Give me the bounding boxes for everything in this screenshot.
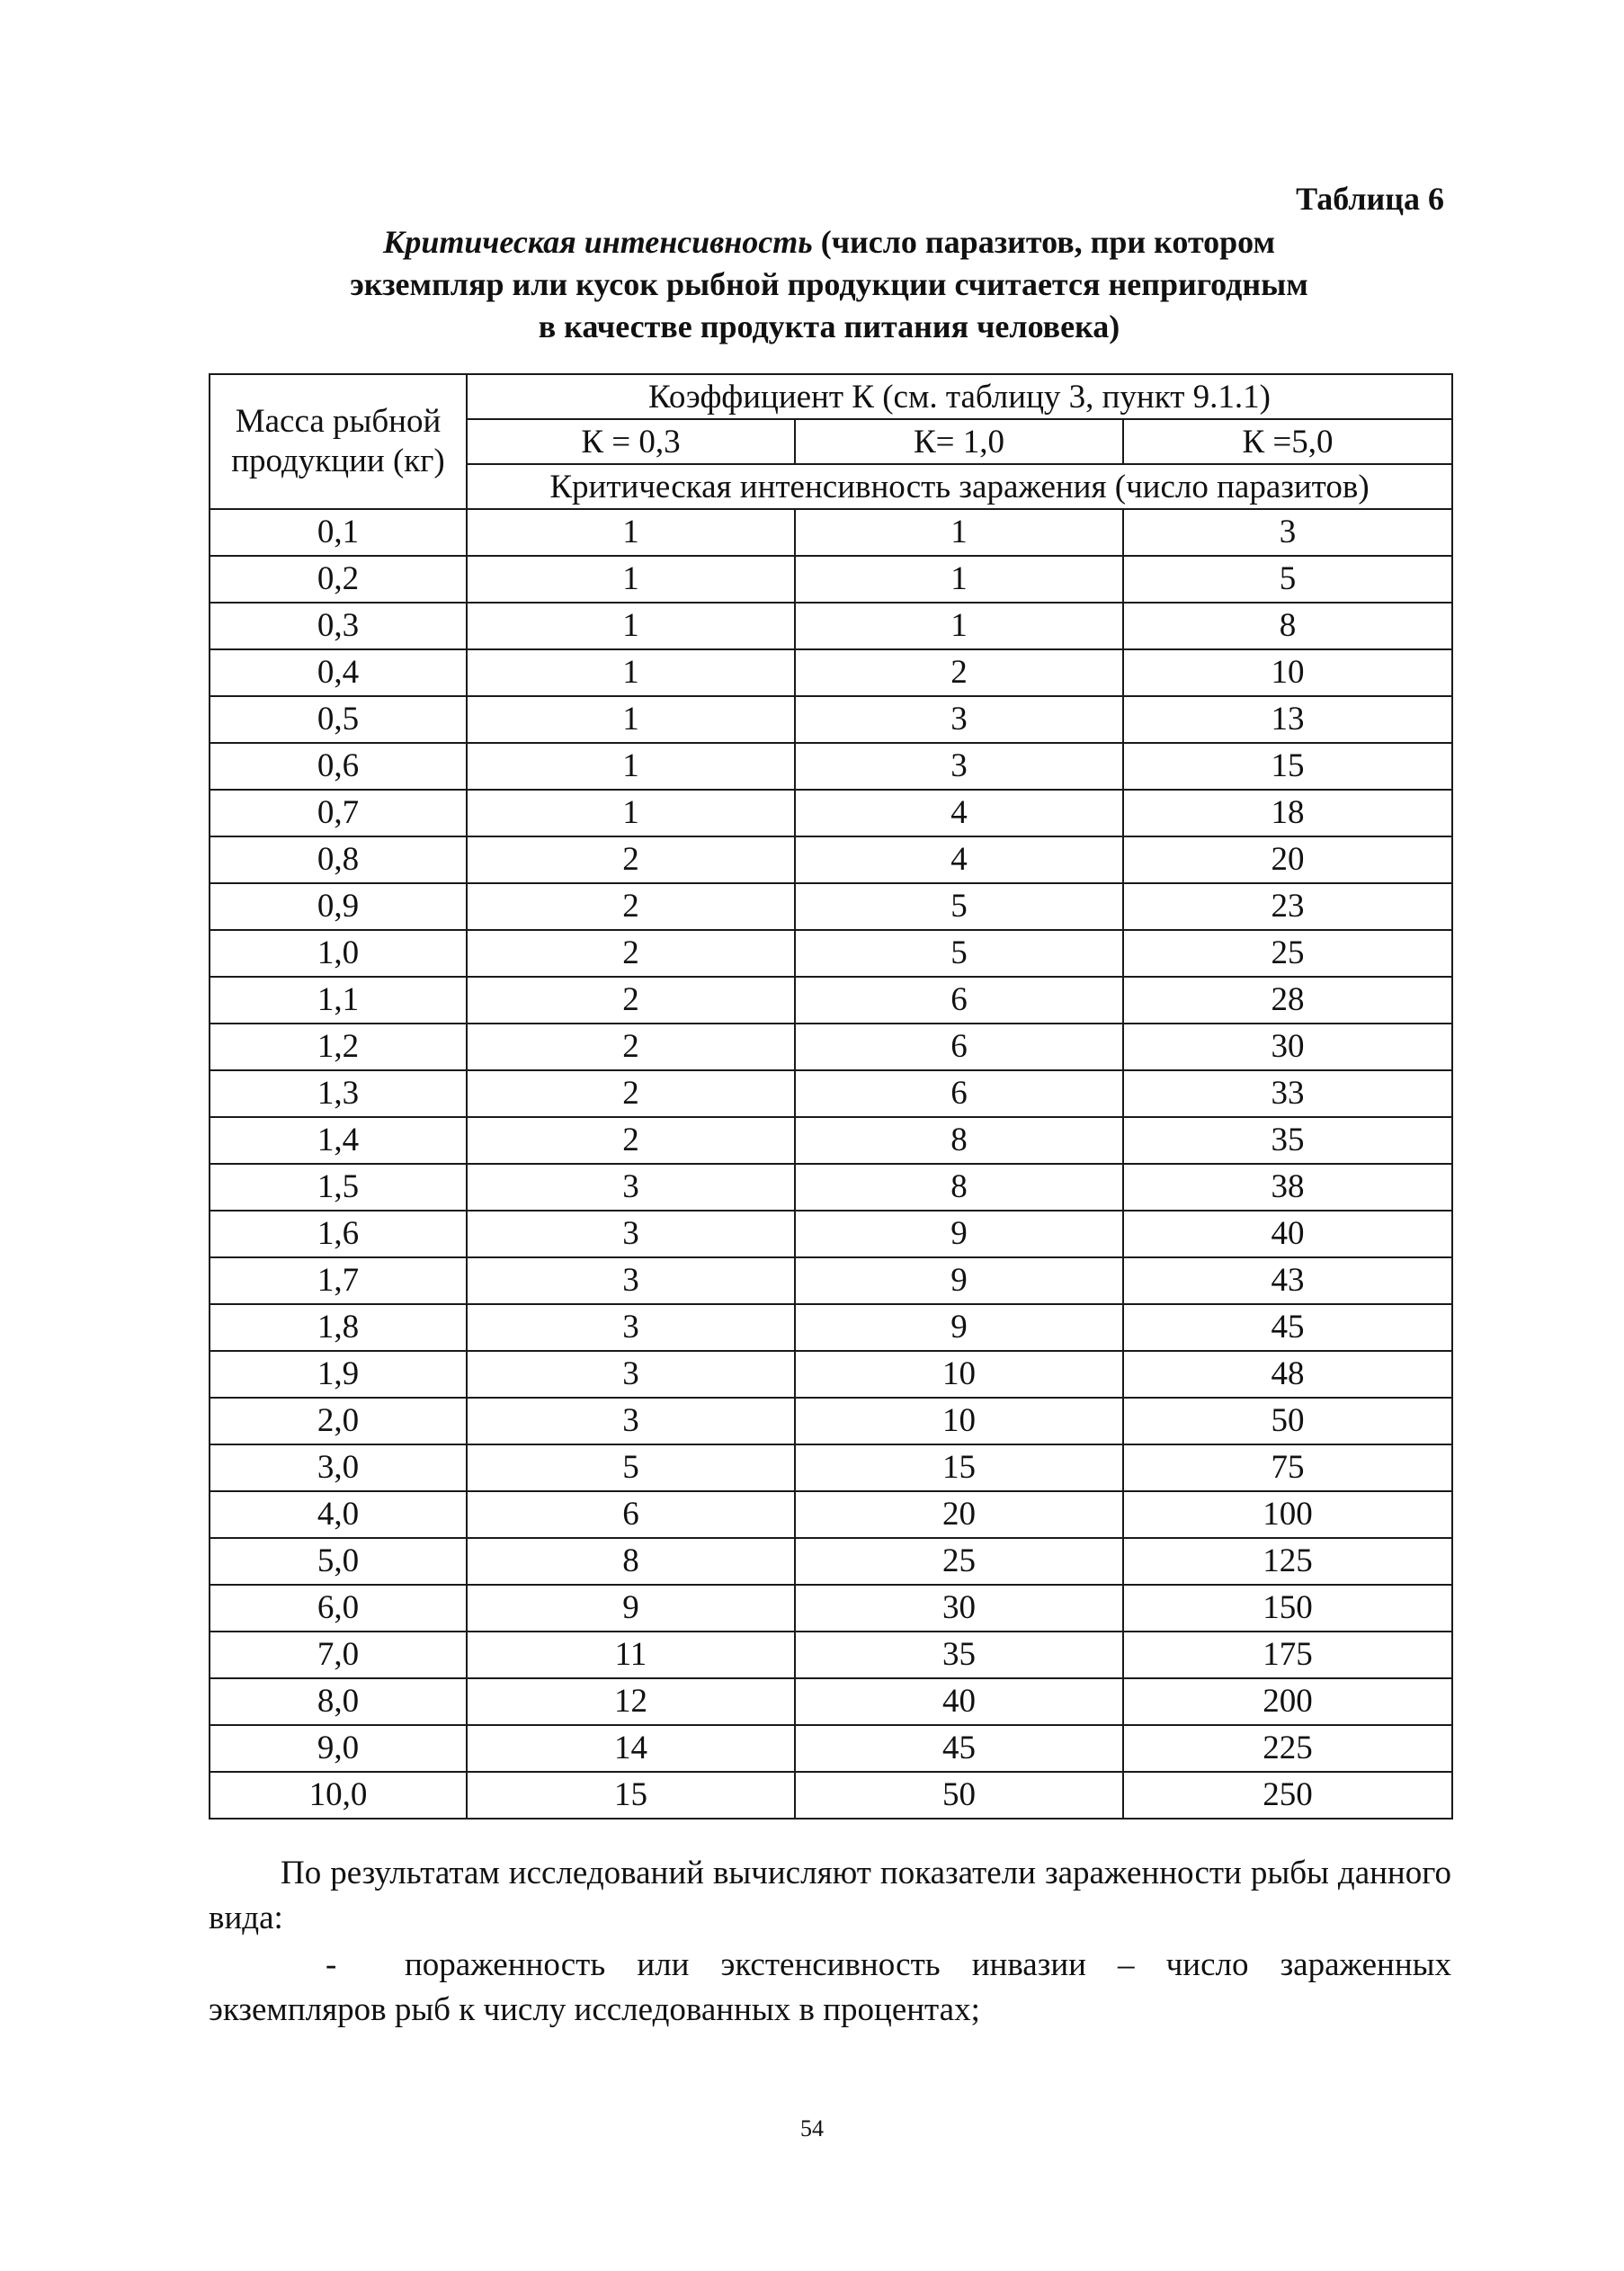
intensity-cell-k3: 150: [1123, 1585, 1452, 1632]
intensity-cell-k3: 125: [1123, 1538, 1452, 1585]
table-row: [210, 836, 1452, 883]
intensity-cell-k2: 50: [795, 1772, 1123, 1819]
intensity-cell-k2: 5: [795, 930, 1123, 977]
intensity-cell-k1: 2: [467, 1117, 795, 1164]
mass-cell: 2,0: [210, 1398, 467, 1444]
mass-cell: 5,0: [210, 1538, 467, 1585]
coefficient-header: Коэффициент К (см. таблицу 3, пункт 9.1.1): [467, 374, 1452, 419]
intensity-cell-k1: 2: [467, 1024, 795, 1070]
mass-cell: 1,2: [210, 1024, 467, 1070]
caption-line-3: в качестве продукта питания человека): [538, 308, 1120, 344]
table-row: [210, 649, 1452, 696]
intensity-cell-k2: 4: [795, 836, 1123, 883]
intensity-cell-k2: 8: [795, 1164, 1123, 1211]
mass-cell: 4,0: [210, 1491, 467, 1538]
mass-cell: 1,0: [210, 930, 467, 977]
caption-italic: Критическая интенсивность: [382, 224, 813, 260]
intensity-cell-k1: 12: [467, 1678, 795, 1725]
table-row: [210, 930, 1452, 977]
intensity-cell-k2: 45: [795, 1725, 1123, 1772]
page-number: 54: [800, 2115, 824, 2141]
intensity-cell-k3: 15: [1123, 743, 1452, 790]
intensity-cell-k3: 43: [1123, 1257, 1452, 1304]
intensity-cell-k2: 3: [795, 743, 1123, 790]
table-row: [210, 1772, 1452, 1819]
mass-cell: 0,5: [210, 696, 467, 743]
caption-line-2: экземпляр или кусок рыбной продукции считается непригодным: [350, 266, 1308, 302]
table-row: [210, 883, 1452, 930]
mass-cell: 1,1: [210, 977, 467, 1024]
table-row: [210, 743, 1452, 790]
table-row: [210, 1491, 1452, 1538]
bullet-dash: -: [326, 1946, 337, 1983]
k-header-2: К= 1,0: [795, 419, 1123, 464]
intensity-cell-k2: 20: [795, 1491, 1123, 1538]
table-row: [210, 977, 1452, 1024]
mass-cell: 0,8: [210, 836, 467, 883]
intensity-cell-k2: 4: [795, 790, 1123, 836]
mass-cell: 10,0: [210, 1772, 467, 1819]
intensity-cell-k2: 10: [795, 1351, 1123, 1398]
intensity-cell-k3: 175: [1123, 1632, 1452, 1678]
intensity-cell-k3: 3: [1123, 509, 1452, 556]
intensity-cell-k1: 1: [467, 790, 795, 836]
intensity-cell-k1: 3: [467, 1211, 795, 1257]
intensity-cell-k3: 18: [1123, 790, 1452, 836]
intensity-cell-k1: 9: [467, 1585, 795, 1632]
intensity-cell-k1: 8: [467, 1538, 795, 1585]
mass-cell: 9,0: [210, 1725, 467, 1772]
caption-line-1: [209, 221, 1450, 264]
k-header-3: К =5,0: [1123, 419, 1452, 464]
mass-cell: 7,0: [210, 1632, 467, 1678]
table-row: [210, 696, 1452, 743]
table-row: [210, 1398, 1452, 1444]
intensity-cell-k1: 3: [467, 1304, 795, 1351]
intensity-cell-k3: 30: [1123, 1024, 1452, 1070]
table-row: [210, 1164, 1452, 1211]
intensity-cell-k2: 1: [795, 556, 1123, 603]
intensity-cell-k1: 2: [467, 836, 795, 883]
intensity-cell-k1: 15: [467, 1772, 795, 1819]
table-caption: [209, 221, 1450, 348]
table-body: [210, 509, 1452, 1819]
mass-cell: 1,5: [210, 1164, 467, 1211]
intensity-cell-k2: 3: [795, 696, 1123, 743]
table-row: [210, 1538, 1452, 1585]
intensity-cell-k2: 15: [795, 1444, 1123, 1491]
mass-cell: 1,6: [210, 1211, 467, 1257]
intensity-cell-k1: 1: [467, 696, 795, 743]
table-row: [210, 1585, 1452, 1632]
table-row: [210, 1304, 1452, 1351]
mass-cell: 0,1: [210, 509, 467, 556]
k-header-1: К = 0,3: [467, 419, 795, 464]
intensity-cell-k3: 250: [1123, 1772, 1452, 1819]
intensity-cell-k3: 13: [1123, 696, 1452, 743]
intensity-cell-k2: 9: [795, 1304, 1123, 1351]
intensity-cell-k1: 3: [467, 1164, 795, 1211]
intensity-cell-k1: 2: [467, 930, 795, 977]
intensity-cell-k2: 10: [795, 1398, 1123, 1444]
intensity-cell-k3: 100: [1123, 1491, 1452, 1538]
intensity-cell-k1: 11: [467, 1632, 795, 1678]
intensity-cell-k3: 33: [1123, 1070, 1452, 1117]
intensity-cell-k3: 25: [1123, 930, 1452, 977]
intensity-cell-k1: 6: [467, 1491, 795, 1538]
table-row: [210, 1678, 1452, 1725]
intensity-cell-k3: 38: [1123, 1164, 1452, 1211]
intensity-cell-k2: 40: [795, 1678, 1123, 1725]
intensity-cell-k3: 20: [1123, 836, 1452, 883]
intensity-cell-k1: 3: [467, 1398, 795, 1444]
intensity-cell-k2: 30: [795, 1585, 1123, 1632]
mass-cell: 1,9: [210, 1351, 467, 1398]
intensity-cell-k3: 45: [1123, 1304, 1452, 1351]
caption-line-1-rest: (число паразитов, при котором: [812, 224, 1276, 260]
intensity-cell-k2: 25: [795, 1538, 1123, 1585]
intensity-cell-k2: 6: [795, 1024, 1123, 1070]
bullet-text: пораженность или экстенсивность инвазии – число зараженных экземпляров рыб к числу исследованных в процентах;: [209, 1946, 1451, 2028]
table-row: [210, 603, 1452, 649]
intensity-cell-k1: 3: [467, 1257, 795, 1304]
mass-cell: 0,9: [210, 883, 467, 930]
table-row: [210, 1257, 1452, 1304]
intensity-header: Критическая интенсивность заражения (число паразитов): [467, 464, 1452, 509]
intensity-cell-k3: 10: [1123, 649, 1452, 696]
mass-cell: 0,2: [210, 556, 467, 603]
intensity-cell-k3: 5: [1123, 556, 1452, 603]
table-row: [210, 1117, 1452, 1164]
intensity-cell-k3: 35: [1123, 1117, 1452, 1164]
intensity-cell-k3: 23: [1123, 883, 1452, 930]
intensity-cell-k2: 6: [795, 977, 1123, 1024]
table-row: [210, 1351, 1452, 1398]
intensity-cell-k3: 225: [1123, 1725, 1452, 1772]
mass-cell: 1,8: [210, 1304, 467, 1351]
mass-cell: 0,3: [210, 603, 467, 649]
table-row: [210, 509, 1452, 556]
intensity-cell-k3: 40: [1123, 1211, 1452, 1257]
bullet-item: [209, 1943, 1451, 2033]
intensity-cell-k2: 1: [795, 603, 1123, 649]
table-row: [210, 790, 1452, 836]
mass-header: Масса рыбной продукции (кг): [210, 374, 467, 509]
mass-cell: 1,3: [210, 1070, 467, 1117]
intensity-cell-k1: 2: [467, 1070, 795, 1117]
table-row: [210, 1632, 1452, 1678]
body-paragraph: По результатам исследований вычисляют показатели зараженности рыбы данного вида:: [209, 1855, 1451, 1936]
intensity-cell-k1: 2: [467, 883, 795, 930]
table-row: [210, 1725, 1452, 1772]
intensity-cell-k3: 28: [1123, 977, 1452, 1024]
table-row: [210, 556, 1452, 603]
intensity-cell-k1: 1: [467, 603, 795, 649]
intensity-cell-k3: 8: [1123, 603, 1452, 649]
intensity-cell-k1: 14: [467, 1725, 795, 1772]
intensity-cell-k2: 1: [795, 509, 1123, 556]
table-row: [210, 1024, 1452, 1070]
intensity-cell-k2: 6: [795, 1070, 1123, 1117]
mass-cell: 0,7: [210, 790, 467, 836]
intensity-cell-k1: 1: [467, 649, 795, 696]
table-row: [210, 1211, 1452, 1257]
mass-cell: 0,6: [210, 743, 467, 790]
intensity-cell-k2: 8: [795, 1117, 1123, 1164]
intensity-cell-k1: 5: [467, 1444, 795, 1491]
mass-cell: 0,4: [210, 649, 467, 696]
intensity-cell-k2: 9: [795, 1257, 1123, 1304]
table-row: [210, 1444, 1452, 1491]
intensity-cell-k3: 200: [1123, 1678, 1452, 1725]
intensity-cell-k3: 48: [1123, 1351, 1452, 1398]
mass-cell: 1,7: [210, 1257, 467, 1304]
mass-cell: 3,0: [210, 1444, 467, 1491]
intensity-cell-k1: 1: [467, 743, 795, 790]
mass-cell: 6,0: [210, 1585, 467, 1632]
intensity-cell-k1: 2: [467, 977, 795, 1024]
table-row: [210, 1070, 1452, 1117]
mass-cell: 1,4: [210, 1117, 467, 1164]
intensity-cell-k1: 1: [467, 509, 795, 556]
intensity-cell-k1: 1: [467, 556, 795, 603]
intensity-cell-k3: 50: [1123, 1398, 1452, 1444]
intensity-cell-k3: 75: [1123, 1444, 1452, 1491]
mass-cell: 8,0: [210, 1678, 467, 1725]
intensity-cell-k2: 35: [795, 1632, 1123, 1678]
intensity-cell-k1: 3: [467, 1351, 795, 1398]
intensity-cell-k2: 5: [795, 883, 1123, 930]
intensity-cell-k2: 9: [795, 1211, 1123, 1257]
table-label: Таблица 6: [1296, 181, 1444, 217]
intensity-table: [209, 373, 1453, 1819]
intensity-cell-k2: 2: [795, 649, 1123, 696]
